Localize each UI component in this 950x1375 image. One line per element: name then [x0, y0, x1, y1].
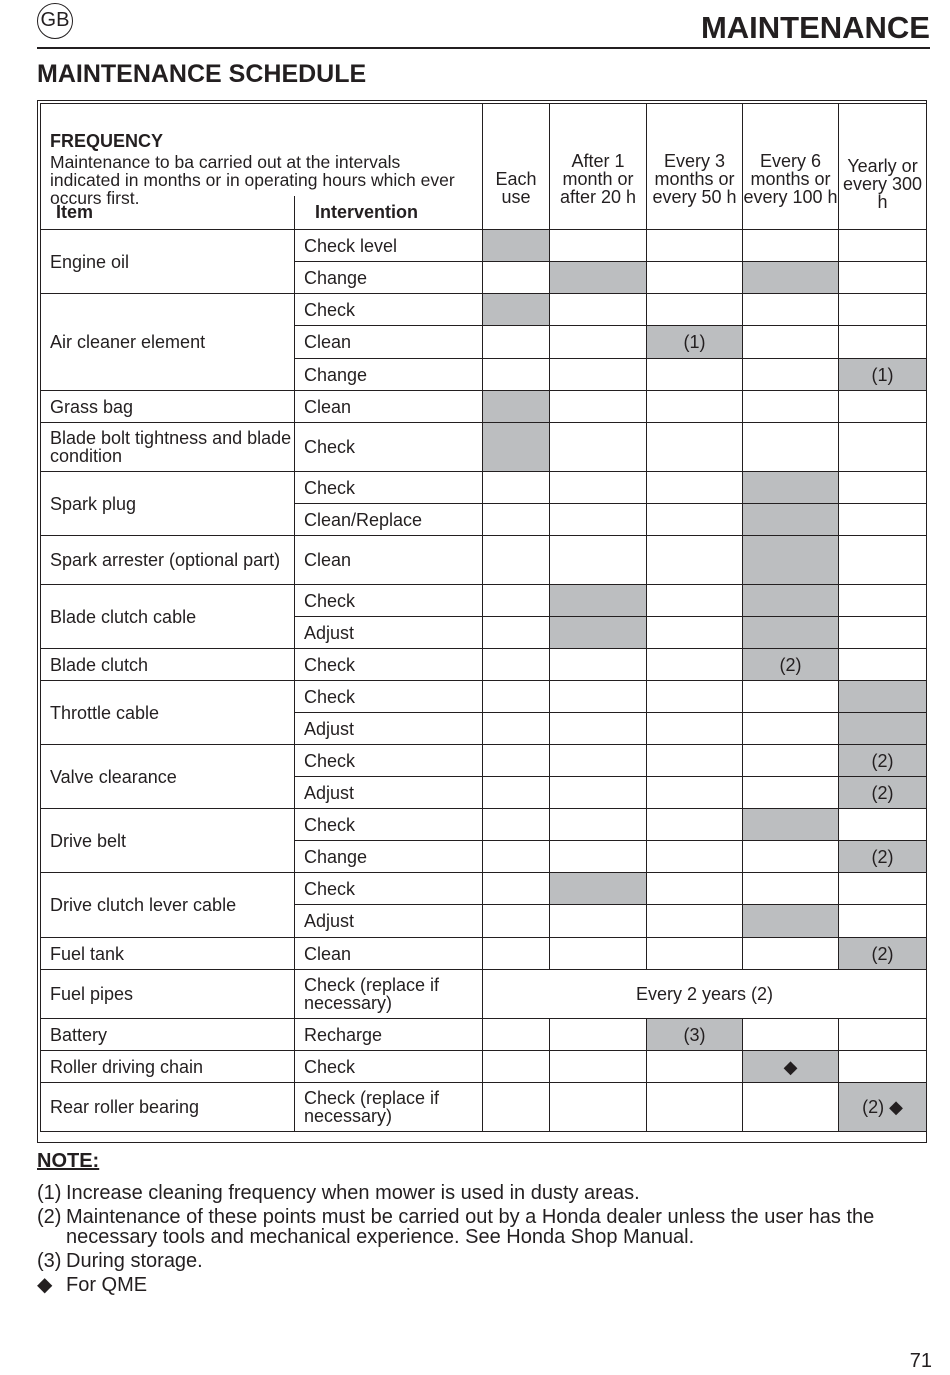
header-divider — [37, 47, 930, 49]
language-badge: GB — [37, 3, 73, 39]
schedule-cell-3-months — [647, 262, 743, 294]
schedule-cell-yearly — [839, 423, 927, 472]
table-row — [41, 391, 927, 423]
schedule-cell-each-use — [483, 1019, 550, 1051]
note-text: Maintenance of these points must be carried out by a Honda dealer unless the user has the necessary tools and mechanical experience. See Honda Shop Manual. — [66, 1206, 875, 1248]
intervention-cell: Check (replace if necessary) — [295, 970, 483, 1019]
table-row — [41, 649, 927, 681]
schedule-cell-each-use — [483, 777, 550, 809]
schedule-cell-yearly: (2) — [839, 938, 927, 970]
schedule-cell-1-month — [550, 326, 647, 359]
schedule-cell-each-use — [483, 326, 550, 359]
intervention-cell: Check — [295, 1051, 483, 1083]
schedule-cell-yearly — [839, 536, 927, 585]
note-item — [37, 1251, 942, 1271]
schedule-cell-each-use — [483, 938, 550, 970]
schedule-cell-3-months — [647, 1083, 743, 1132]
schedule-cell-6-months — [743, 873, 839, 905]
note-text: Increase cleaning frequency when mower is used in dusty areas. — [66, 1182, 640, 1204]
schedule-cell-each-use — [483, 617, 550, 649]
section-title: MAINTENANCE — [700, 10, 930, 45]
note-marker: (2) — [37, 1206, 62, 1228]
note-marker: (3) — [37, 1250, 62, 1272]
table-row — [41, 294, 927, 326]
intervention-cell: Clean/Replace — [295, 504, 483, 536]
schedule-cell-1-month — [550, 294, 647, 326]
schedule-cell-1-month — [550, 423, 647, 472]
schedule-cell-1-month — [550, 262, 647, 294]
schedule-cell-6-months — [743, 262, 839, 294]
schedule-cell-yearly — [839, 504, 927, 536]
item-column-header: Item — [56, 202, 94, 222]
schedule-cell-6-months — [743, 536, 839, 585]
schedule-cell-each-use — [483, 262, 550, 294]
schedule-cell-6-months — [743, 809, 839, 841]
item-cell: Fuel tank — [41, 938, 295, 970]
intervention-cell: Check — [295, 681, 483, 713]
schedule-cell-6-months — [743, 391, 839, 423]
frequency-title: FREQUENCY — [50, 130, 164, 151]
schedule-cell-6-months — [743, 617, 839, 649]
note-title: NOTE: — [37, 1150, 100, 1172]
schedule-cell-each-use — [483, 1083, 550, 1132]
item-cell: Blade bolt tightness and blade condition — [41, 423, 295, 472]
schedule-cell-1-month — [550, 1083, 647, 1132]
intervention-cell: Check — [295, 745, 483, 777]
intervention-cell: Check — [295, 873, 483, 905]
schedule-cell-6-months: (2) — [743, 649, 839, 681]
intervention-cell: Check (replace if necessary) — [295, 1083, 483, 1132]
schedule-cell-yearly — [839, 262, 927, 294]
schedule-cell-each-use — [483, 713, 550, 745]
schedule-cell-3-months — [647, 841, 743, 873]
schedule-cell-1-month — [550, 1019, 647, 1051]
schedule-cell-each-use — [483, 585, 550, 617]
schedule-cell-each-use — [483, 391, 550, 423]
item-cell: Valve clearance — [41, 745, 295, 809]
schedule-cell-each-use — [483, 359, 550, 391]
intervention-column-header: Intervention — [315, 202, 419, 222]
intervention-cell: Check level — [295, 230, 483, 262]
intervention-cell: Clean — [295, 391, 483, 423]
intervention-cell: Check — [295, 649, 483, 681]
schedule-cell-3-months: (3) — [647, 1019, 743, 1051]
schedule-cell-6-months — [743, 359, 839, 391]
note-text: During storage. — [66, 1250, 203, 1272]
column-header-1-month: After 1 month or after 20 h — [550, 104, 647, 230]
item-cell: Spark plug — [41, 472, 295, 536]
item-cell: Rear roller bearing — [41, 1083, 295, 1132]
schedule-cell-yearly — [839, 809, 927, 841]
schedule-cell-1-month — [550, 713, 647, 745]
schedule-cell-3-months — [647, 873, 743, 905]
schedule-cell-each-use — [483, 504, 550, 536]
schedule-cell-1-month — [550, 649, 647, 681]
column-header-each-use: Each use — [483, 104, 550, 230]
item-cell: Fuel pipes — [41, 970, 295, 1019]
item-cell: Blade clutch cable — [41, 585, 295, 649]
schedule-cell-3-months — [647, 649, 743, 681]
schedule-cell-yearly — [839, 230, 927, 262]
schedule-cell-1-month — [550, 536, 647, 585]
frequency-description: Maintenance to ba carried out at the intervals indicated in months or in operating hours which ever occurs first. — [50, 151, 455, 208]
schedule-cell-yearly — [839, 1051, 927, 1083]
schedule-cell-1-month — [550, 809, 647, 841]
note-item — [37, 1183, 942, 1203]
schedule-cell-1-month — [550, 230, 647, 262]
frequency-header — [41, 104, 483, 230]
schedule-cell-each-use — [483, 681, 550, 713]
table-row — [41, 873, 927, 905]
item-cell: Drive belt — [41, 809, 295, 873]
schedule-cell-6-months — [743, 326, 839, 359]
schedule-cell-yearly — [839, 713, 927, 745]
schedule-cell-6-months — [743, 1019, 839, 1051]
schedule-cell-3-months — [647, 294, 743, 326]
schedule-cell-6-months — [743, 905, 839, 938]
schedule-cell-each-use — [483, 841, 550, 873]
schedule-cell-3-months — [647, 777, 743, 809]
table-row — [41, 230, 927, 262]
note-item — [37, 1275, 942, 1295]
schedule-cell-each-use — [483, 423, 550, 472]
item-cell: Spark arrester (optional part) — [41, 536, 295, 585]
table-row — [41, 1019, 927, 1051]
schedule-cell-1-month — [550, 391, 647, 423]
intervention-cell: Check — [295, 809, 483, 841]
schedule-cell-1-month — [550, 841, 647, 873]
schedule-cell-1-month — [550, 617, 647, 649]
intervention-cell: Adjust — [295, 617, 483, 649]
intervention-cell: Adjust — [295, 905, 483, 938]
table-row — [41, 472, 927, 504]
schedule-cell-yearly — [839, 391, 927, 423]
schedule-cell-3-months — [647, 585, 743, 617]
intervention-cell: Change — [295, 262, 483, 294]
schedule-cell-yearly — [839, 617, 927, 649]
item-cell: Engine oil — [41, 230, 295, 294]
schedule-cell-6-months: ◆ — [743, 1051, 839, 1083]
note-marker: ◆ — [37, 1274, 53, 1296]
schedule-cell-6-months — [743, 230, 839, 262]
schedule-cell-3-months: (1) — [647, 326, 743, 359]
table-row — [41, 536, 927, 585]
table-row — [41, 423, 927, 472]
intervention-cell: Adjust — [295, 777, 483, 809]
item-cell: Air cleaner element — [41, 294, 295, 391]
table-row — [41, 681, 927, 713]
intervention-cell: Check — [295, 294, 483, 326]
intervention-cell: Adjust — [295, 713, 483, 745]
schedule-cell-yearly — [839, 649, 927, 681]
schedule-cell-6-months — [743, 713, 839, 745]
table-header-row — [41, 104, 927, 230]
intervention-cell: Change — [295, 359, 483, 391]
schedule-cell-each-use — [483, 472, 550, 504]
table-row — [41, 1051, 927, 1083]
schedule-cell-yearly — [839, 905, 927, 938]
schedule-cell-1-month — [550, 938, 647, 970]
schedule-cell-6-months — [743, 745, 839, 777]
schedule-cell-1-month — [550, 873, 647, 905]
schedule-cell-yearly — [839, 681, 927, 713]
interval-span-cell: Every 2 years (2) — [483, 970, 927, 1019]
schedule-cell-3-months — [647, 423, 743, 472]
schedule-cell-1-month — [550, 905, 647, 938]
schedule-cell-3-months — [647, 472, 743, 504]
intervention-cell: Check — [295, 423, 483, 472]
schedule-cell-yearly: (2) — [839, 841, 927, 873]
schedule-cell-yearly — [839, 585, 927, 617]
schedule-cell-each-use — [483, 1051, 550, 1083]
schedule-cell-each-use — [483, 745, 550, 777]
schedule-cell-6-months — [743, 504, 839, 536]
intervention-cell: Recharge — [295, 1019, 483, 1051]
schedule-cell-3-months — [647, 681, 743, 713]
schedule-cell-yearly: (2) — [839, 777, 927, 809]
table-row — [41, 970, 927, 1019]
schedule-cell-3-months — [647, 938, 743, 970]
schedule-cell-yearly: (1) — [839, 359, 927, 391]
schedule-cell-3-months — [647, 230, 743, 262]
column-header-yearly: Yearly or every 300 h — [839, 104, 927, 230]
schedule-cell-1-month — [550, 504, 647, 536]
schedule-cell-yearly — [839, 472, 927, 504]
schedule-cell-6-months — [743, 1083, 839, 1132]
schedule-cell-3-months — [647, 617, 743, 649]
table-row — [41, 938, 927, 970]
schedule-cell-3-months — [647, 713, 743, 745]
note-item — [37, 1207, 942, 1247]
column-header-6-months: Every 6 months or every 100 h — [743, 104, 839, 230]
schedule-cell-1-month — [550, 472, 647, 504]
schedule-cell-3-months — [647, 809, 743, 841]
schedule-cell-3-months — [647, 391, 743, 423]
schedule-cell-each-use — [483, 536, 550, 585]
schedule-cell-each-use — [483, 294, 550, 326]
item-cell: Roller driving chain — [41, 1051, 295, 1083]
schedule-cell-3-months — [647, 1051, 743, 1083]
note-marker: (1) — [37, 1182, 62, 1204]
schedule-cell-each-use — [483, 230, 550, 262]
page-number: 71 — [909, 1350, 932, 1372]
schedule-cell-6-months — [743, 472, 839, 504]
item-cell: Battery — [41, 1019, 295, 1051]
schedule-cell-yearly — [839, 294, 927, 326]
header-divider-line — [294, 196, 295, 230]
schedule-cell-yearly — [839, 326, 927, 359]
schedule-cell-6-months — [743, 294, 839, 326]
intervention-cell: Check — [295, 472, 483, 504]
table-row — [41, 1083, 927, 1132]
schedule-cell-6-months — [743, 841, 839, 873]
schedule-cell-6-months — [743, 681, 839, 713]
note-text: For QME — [66, 1274, 148, 1296]
item-cell: Grass bag — [41, 391, 295, 423]
schedule-cell-1-month — [550, 681, 647, 713]
schedule-cell-6-months — [743, 777, 839, 809]
schedule-cell-3-months — [647, 536, 743, 585]
intervention-cell: Clean — [295, 938, 483, 970]
schedule-cell-6-months — [743, 938, 839, 970]
schedule-cell-yearly: (2) ◆ — [839, 1083, 927, 1132]
intervention-cell: Change — [295, 841, 483, 873]
table-row — [41, 809, 927, 841]
schedule-cell-1-month — [550, 359, 647, 391]
schedule-cell-6-months — [743, 423, 839, 472]
schedule-cell-3-months — [647, 745, 743, 777]
schedule-cell-1-month — [550, 745, 647, 777]
item-cell: Blade clutch — [41, 649, 295, 681]
item-cell: Drive clutch lever cable — [41, 873, 295, 938]
schedule-cell-each-use — [483, 809, 550, 841]
schedule-cell-yearly — [839, 1019, 927, 1051]
table-row — [41, 745, 927, 777]
schedule-cell-yearly: (2) — [839, 745, 927, 777]
maintenance-schedule-table — [40, 103, 927, 1132]
table-row — [41, 585, 927, 617]
schedule-cell-each-use — [483, 873, 550, 905]
intervention-cell: Clean — [295, 326, 483, 359]
intervention-cell: Check — [295, 585, 483, 617]
schedule-cell-each-use — [483, 649, 550, 681]
column-header-3-months: Every 3 months or every 50 h — [647, 104, 743, 230]
notes-list — [37, 1183, 942, 1299]
schedule-cell-6-months — [743, 585, 839, 617]
item-cell: Throttle cable — [41, 681, 295, 745]
schedule-cell-1-month — [550, 1051, 647, 1083]
schedule-cell-3-months — [647, 359, 743, 391]
schedule-cell-each-use — [483, 905, 550, 938]
intervention-cell: Clean — [295, 536, 483, 585]
schedule-cell-1-month — [550, 777, 647, 809]
schedule-cell-yearly — [839, 873, 927, 905]
schedule-cell-3-months — [647, 905, 743, 938]
schedule-cell-3-months — [647, 504, 743, 536]
schedule-cell-1-month — [550, 585, 647, 617]
page-heading: MAINTENANCE SCHEDULE — [37, 60, 367, 88]
